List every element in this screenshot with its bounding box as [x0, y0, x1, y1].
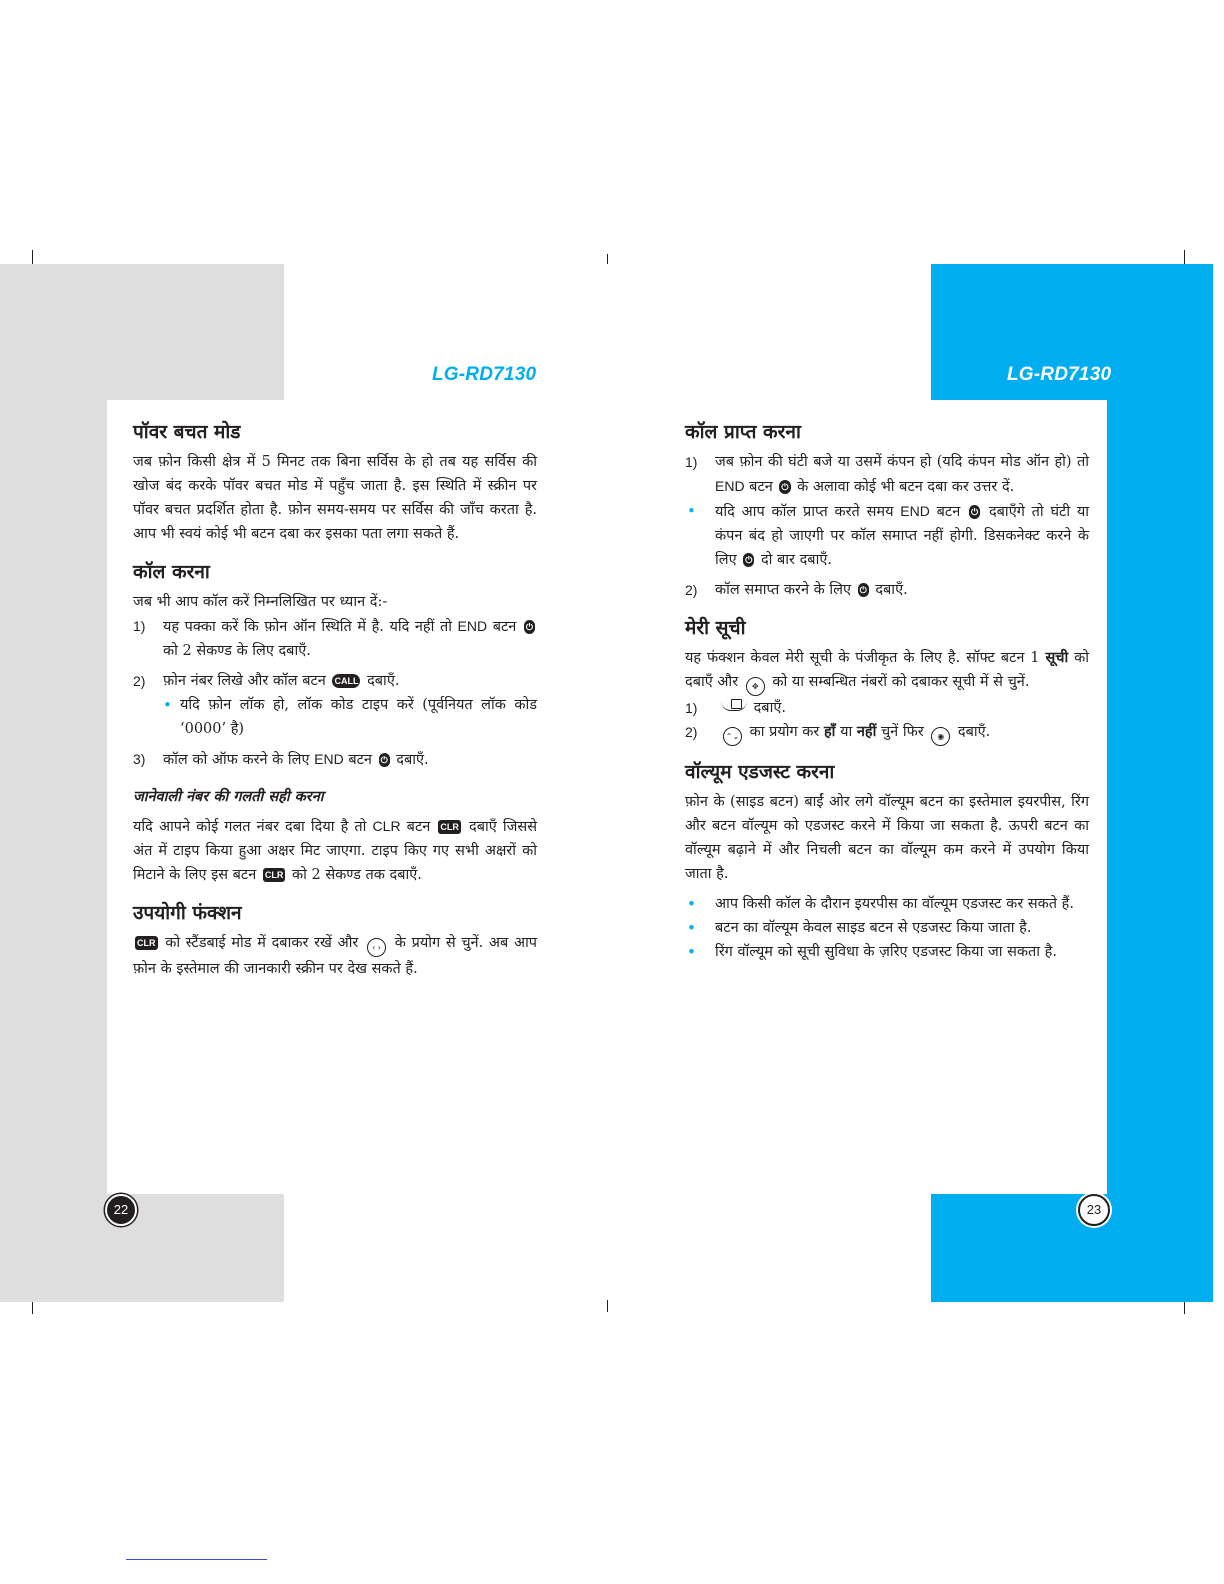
calling-title: कॉल करना — [133, 561, 210, 583]
softkey-icon — [721, 698, 747, 711]
calling-step-1 — [133, 614, 537, 663]
no-text: नहीं — [856, 723, 877, 740]
step-text: दबाएँ. — [753, 700, 786, 716]
clr-key-icon: CLR — [264, 870, 284, 880]
step-text: फ़ोन नंबर लिखे और कॉल बटन — [163, 673, 326, 689]
end-key-icon: ⏻ — [380, 755, 388, 765]
left-model-header: LG-RD7130 — [432, 364, 537, 385]
step-number: 2) — [685, 724, 698, 740]
end-key-icon: ⏻ — [859, 585, 867, 595]
step-text: बटन — [348, 752, 372, 768]
lock-code-bullet — [163, 693, 537, 741]
crop-mark — [1184, 1300, 1185, 1314]
receive-step-2 — [685, 578, 1089, 602]
receive-step-1 — [685, 450, 1089, 499]
body-text: दबाएँ जिससे अंत में टाइप किया हुआ अक्षर मिट जाएगा. टाइप किए गए सभी अक्षरों को मिटाने के लिए इस बटन — [133, 819, 538, 883]
page-number-right: 23 — [1078, 1194, 1110, 1226]
step-number: 2) — [133, 673, 146, 689]
end-key-icon: ⏻ — [745, 555, 753, 565]
ok-key-icon: ◉ — [931, 727, 950, 746]
step-text: या — [840, 724, 853, 740]
end-key-icon: ⏻ — [971, 507, 979, 517]
crop-mark — [607, 254, 608, 264]
my-list-title: मेरी सूची — [685, 617, 746, 639]
step-number: 1) — [133, 618, 146, 634]
correct-number-body — [133, 814, 537, 887]
clr-key-icon: CLR — [440, 822, 459, 832]
step-text: चुनें फिर — [880, 724, 924, 740]
volume-title: वॉल्यूम एडजस्ट करना — [685, 761, 835, 783]
receive-call-title: कॉल प्राप्त करना — [685, 421, 801, 443]
body-text: के प्रयोग से चुनें. अब आप फ़ोन के इस्तेमाल की जानकारी स्क्रीन पर देख सकते हैं. — [133, 935, 538, 977]
nav-key-icon: ✥ — [746, 677, 765, 696]
crop-mark — [32, 250, 33, 264]
bullet-icon: • — [687, 502, 696, 520]
page-number-left: 22 — [105, 1194, 137, 1226]
useful-function-body — [133, 931, 537, 981]
crop-mark — [607, 1300, 608, 1312]
call-key-icon: CALL — [334, 676, 359, 686]
end-label: END — [900, 503, 930, 519]
power-save-body: जब फ़ोन किसी क्षेत्र में 5 मिनट तक बिना सर्विस के हो तब यह सर्विस की खोज बंद करके पॉवर बचत मोड में पहुँच जाता है. इस स्थिति में स्क्रीन पर पॉवर बचत प्रदर्शित होता है. फ़ोन समय-समय पर सर्विस की जाँच करता है. आप भी स्वयं कोई भी बटन दबा कर इसका पता लगा सकते हैं. — [133, 454, 537, 542]
clr-key-icon: CLR — [137, 938, 156, 948]
useful-function-title: उपयोगी फंक्शन — [133, 902, 242, 924]
step-text: दबाएँ. — [396, 752, 429, 768]
step-text: को 2 सेकण्ड के लिए दबाएँ. — [163, 643, 311, 659]
crop-mark — [32, 1300, 33, 1314]
step-number: 1) — [685, 700, 698, 716]
my-list-step-1 — [685, 696, 1089, 720]
my-list-step-2 — [685, 720, 1089, 746]
end-label: END — [314, 751, 344, 767]
crop-mark — [1184, 250, 1185, 264]
body-text: बटन — [406, 819, 431, 835]
bullet-text: बटन — [936, 504, 961, 520]
my-list-body — [685, 646, 1089, 696]
correct-number-title: जानेवाली नंबर की गलती सही करना — [133, 788, 324, 805]
step-text: दबाएँ. — [875, 582, 908, 598]
step-number: 2) — [685, 582, 698, 598]
step-text: दबाएँ. — [367, 673, 400, 689]
step-text: दबाएँ. — [957, 724, 991, 740]
step-text: जब फ़ोन की घंटी बजे या उसमें कंपन हो (यदि कंपन मोड ऑन हो) तो — [715, 454, 1089, 470]
updown-key-icon: ⌃⌄ — [723, 727, 742, 746]
right-model-header: LG-RD7130 — [1007, 364, 1112, 385]
bullet-text: यदि आप कॉल प्राप्त करते समय — [715, 504, 894, 520]
receive-bullet — [685, 499, 1089, 572]
step-text: बटन — [492, 619, 517, 635]
volume-body: फ़ोन के (साइड बटन) बाईं ओर लगे वॉल्यूम बटन का इस्तेमाल इयरपीस, रिंग और बटन वॉल्यूम को एडजस्ट करने में किया जा सकता है. ऊपरी बटन का वॉल्यूम बढ़ाने में और निचली बटन का वॉल्यूम कम करने में उपयोग किया जाता है. — [685, 794, 1089, 882]
step-text: कॉल को ऑफ करने के लिए — [163, 752, 310, 768]
calling-step-3 — [133, 747, 537, 772]
footer-rule — [126, 1559, 267, 1560]
calling-intro: जब भी आप कॉल करें निम्नलिखित पर ध्यान दें:- — [133, 594, 388, 610]
bullet-text: बटन का वॉल्यूम केवल साइड बटन से एडजस्ट किया जाता है. — [715, 920, 1032, 936]
bullet-text: दो बार दबाएँ. — [760, 552, 832, 568]
step-text: का प्रयोग कर — [749, 724, 820, 740]
bullet-text: आप किसी कॉल के दौरान इयरपीस का वॉल्यूम एडजस्ट कर सकते हैं. — [715, 896, 1074, 912]
bullet-text: यदि फ़ोन लॉक हो, लॉक कोड टाइप करें (पूर्वनियत लॉक कोड ‘0000’ है) — [180, 697, 537, 737]
bullet-icon: • — [687, 919, 696, 937]
step-text: यह पक्का करें कि फ़ोन ऑन स्थिति में है. यदि नहीं तो — [163, 619, 452, 635]
step-number: 3) — [133, 751, 146, 767]
body-text: को या सम्बन्धित नंबरों को दबाकर सूची में से चुनें. — [772, 674, 1030, 690]
end-key-icon: ⏻ — [525, 622, 534, 632]
end-label: END — [457, 618, 488, 634]
volume-bullet — [685, 940, 1089, 964]
body-text: यह फंक्शन केवल मेरी सूची के पंजीकृत के लिए है. सॉफ्ट बटन 1 — [685, 650, 1040, 666]
bullet-text: रिंग वॉल्यूम को सूची सुविधा के ज़रिए एडजस्ट किया जा सकता है. — [715, 944, 1057, 960]
body-text: को 2 सेकण्ड तक दबाएँ. — [292, 867, 422, 883]
body-bold-text: सूची — [1045, 649, 1069, 666]
end-label: END — [715, 478, 745, 494]
bullet-text: दबाएँगे तो घंटी या कंपन बंद हो जाएगी पर कॉल समाप्त नहीं होगी. डिसकनेक्ट करने के लिए — [715, 504, 1090, 568]
end-key-icon: ⏻ — [781, 482, 789, 492]
clr-label: CLR — [372, 818, 401, 834]
step-text: बटन — [749, 479, 773, 495]
body-text: को दबाएँ और — [685, 650, 1090, 690]
left-page-content — [133, 420, 537, 981]
nav-key-icon: ‹ › — [367, 938, 386, 957]
calling-step-2 — [133, 669, 537, 741]
step-text: के अलावा कोई भी बटन दबा कर उत्तर दें. — [797, 479, 1015, 495]
step-text: कॉल समाप्त करने के लिए — [715, 582, 851, 598]
volume-bullet — [685, 892, 1089, 916]
power-save-title: पॉवर बचत मोड — [133, 421, 241, 443]
right-page-content — [685, 420, 1089, 964]
yes-text: हाँ — [823, 723, 836, 740]
bullet-icon: • — [163, 696, 172, 714]
volume-bullet — [685, 916, 1089, 940]
bullet-icon: • — [687, 895, 696, 913]
step-number: 1) — [685, 454, 698, 470]
body-text: को स्टैंडबाई मोड में दबाकर रखें और — [165, 935, 359, 951]
body-text: यदि आपने कोई गलत नंबर दबा दिया है तो — [133, 819, 367, 835]
bullet-icon: • — [687, 943, 696, 961]
